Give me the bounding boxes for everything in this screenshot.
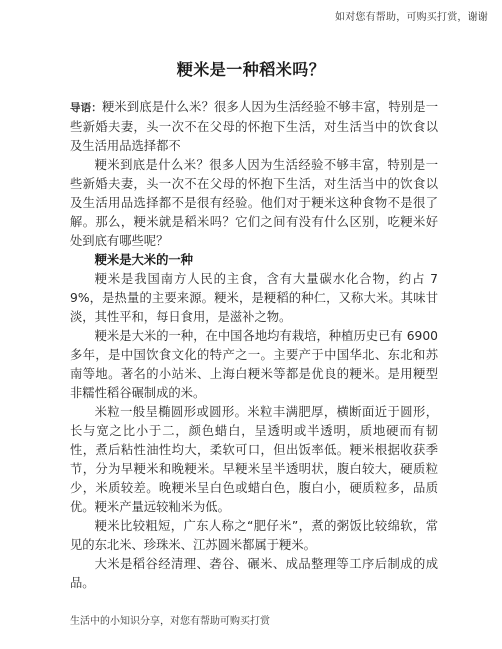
body-paragraph: 大米是稻谷经清理、砻谷、碾米、成品整理等工序后制成的成品。: [70, 557, 438, 590]
document-body: [70, 98, 438, 593]
body-paragraph: 粳米是大米的一种，在中国各地均有栽培，种植历史已有 6900 多年，是中国饮食文化的特产之一。主要产于中国华北、东北和苏南等地。著名的小站米、上海白粳米等都是优良的粳米。是用粳型非糯性稻谷碾制成的米。: [70, 329, 438, 400]
body-paragraph: 粳米是我国南方人民的主食，含有大量碳水化合物，约占 79%，是热量的主要来源。粳米，是粳稻的种仁，又称大米。其味甘淡，其性平和，每日食用，是滋补之物。: [70, 272, 438, 324]
body-paragraph: 米粒一般呈椭圆形或圆形。米粒丰满肥厚，横断面近于圆形，长与宽之比小于二，颜色蜡白，呈透明或半透明，质地硬而有韧性，煮后粘性油性均大，柔软可口，但出饭率低。粳米根据收获季节，分为早粳米和晚粳米。早粳米呈半透明状，腹白较大，硬质粒少，米质较差。晚粳米呈白色或蜡白色，腹白小，硬质粒多，品质优。粳米产量远较籼米为低。: [70, 405, 438, 514]
document-title: 粳米是一种稻米吗？: [176, 60, 326, 79]
section-heading: 粳米是大米的一种: [94, 253, 193, 267]
lead-paragraph: [70, 98, 438, 156]
header-note: 如对您有帮助，可购买打赏，谢谢: [335, 12, 488, 23]
body-paragraph: 粳米比较粗短，广东人称之“肥仔米”，煮的粥饭比较绵软，常见的东北米、珍珠米、江苏圆米都属于粳米。: [70, 519, 438, 552]
lead-label: 导语：: [70, 102, 102, 114]
footer-note: 生活中的小知识分享，对您有帮助可购买打赏: [70, 616, 270, 627]
lead-text: 粳米到底是什么米？很多人因为生活经验不够丰富，特别是一些新婚夫妻，头一次不在父母的怀抱下生活，对生活当中的饮食以及生活用品选择都不: [70, 100, 438, 153]
intro-paragraph: 粳米到底是什么米？很多人因为生活经验不够丰富，特别是一些新婚夫妻，头一次不在父母的怀抱下生活，对生活当中的饮食以及生活用品选择都不是很有经验。他们对于粳米这种食物不是很了解。那么，粳米就是稻米吗？它们之间有没有什么区别，吃粳米好处到底有哪些呢？: [70, 158, 438, 248]
